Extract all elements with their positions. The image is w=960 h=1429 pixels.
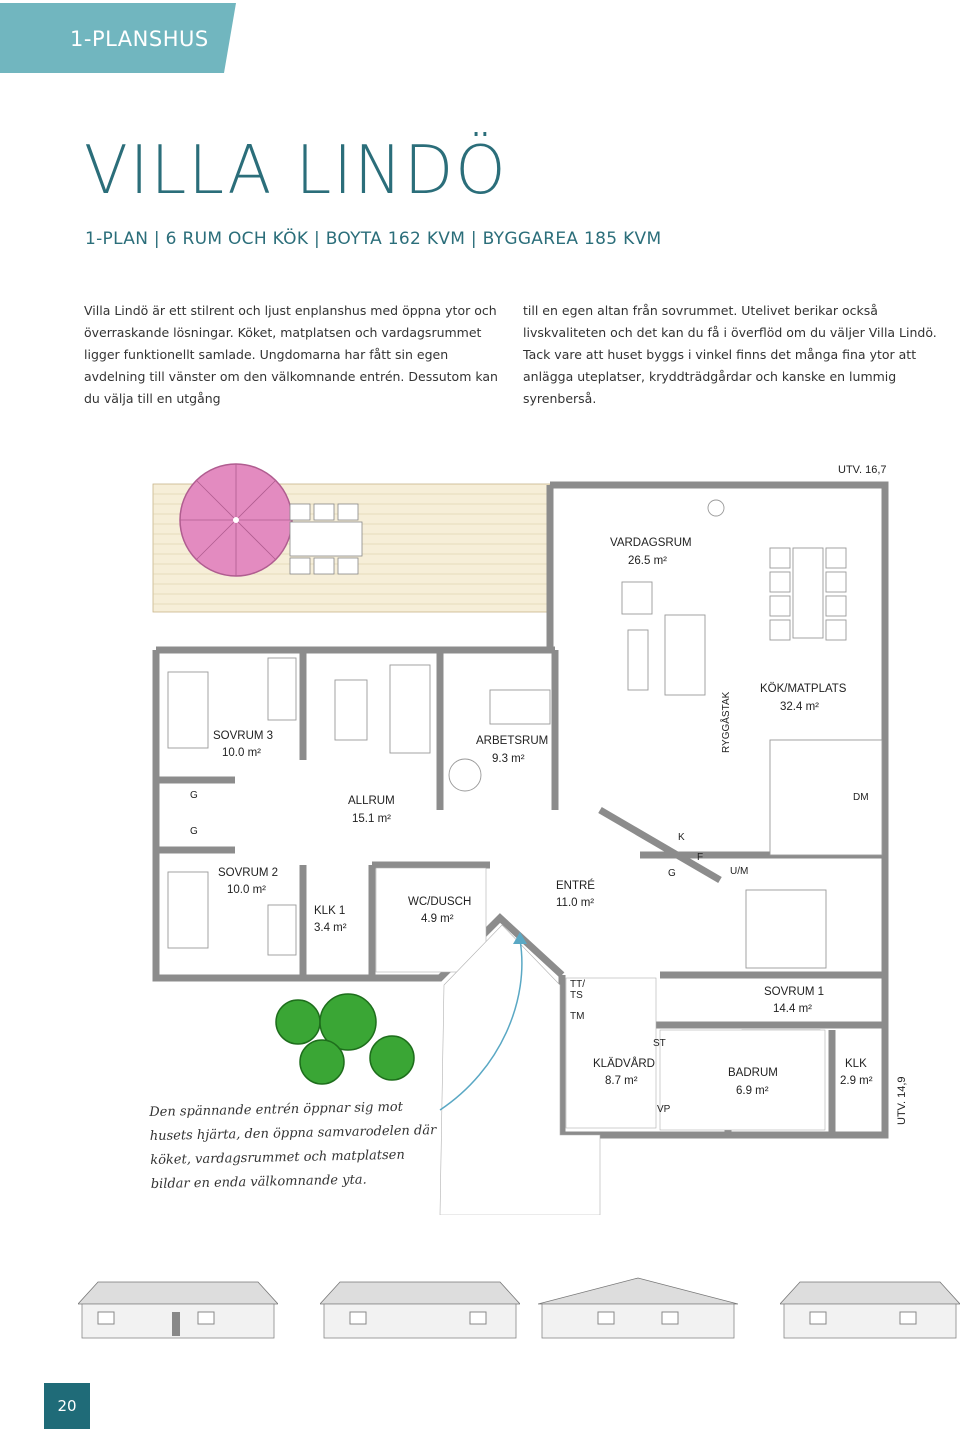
room-wcdusch-name: WC/DUSCH bbox=[408, 896, 472, 908]
room-kok-area: 32.4 m² bbox=[780, 701, 819, 713]
trees bbox=[276, 994, 414, 1084]
room-badrum-area: 6.9 m² bbox=[736, 1085, 769, 1097]
room-klk-name: KLK bbox=[845, 1058, 867, 1070]
room-klk-area: 2.9 m² bbox=[840, 1075, 873, 1087]
elevation-2 bbox=[320, 1272, 520, 1344]
page-subtitle: 1-PLAN | 6 RUM OCH KÖK | BOYTA 162 KVM | BYGGAREA 185 KVM bbox=[85, 229, 662, 249]
symbol-k: K bbox=[678, 832, 685, 843]
section-tab bbox=[0, 3, 236, 73]
room-wcdusch-area: 4.9 m² bbox=[421, 913, 454, 925]
patio-table bbox=[290, 504, 362, 574]
room-sovrum2-area: 10.0 m² bbox=[227, 884, 266, 896]
room-kladvard-area: 8.7 m² bbox=[605, 1075, 638, 1087]
room-sovrum3-name: SOVRUM 3 bbox=[213, 730, 274, 742]
elevation-1 bbox=[78, 1272, 278, 1344]
elevation-4 bbox=[780, 1272, 960, 1344]
symbol-tm: TM bbox=[570, 1011, 585, 1022]
room-klk1-name: KLK 1 bbox=[314, 905, 346, 917]
symbol-vp: VP bbox=[657, 1104, 671, 1115]
symbol-g-2: G bbox=[190, 826, 198, 837]
utv-side-label: UTV. 14,9 bbox=[896, 1076, 908, 1125]
symbol-tt-ts-2: TS bbox=[570, 990, 583, 1001]
symbol-st: ST bbox=[653, 1038, 666, 1049]
room-vardagsrum-area: 26.5 m² bbox=[628, 555, 667, 567]
page-number-box bbox=[44, 1383, 90, 1429]
symbol-dm: DM bbox=[853, 792, 869, 803]
section-tab-label: 1-PLANSHUS bbox=[70, 27, 209, 51]
symbol-ryggastak: RYGGÅSTAK bbox=[721, 691, 732, 753]
room-sovrum3-area: 10.0 m² bbox=[222, 747, 261, 759]
symbol-f: F bbox=[697, 852, 704, 863]
plan-caption: Den spännande entrén öppnar sig mot husets hjärta, den öppna samvarodelen där köket, vardagsrummet och matplatsen bildar en enda välkomnande yta. bbox=[149, 1099, 437, 1193]
umbrella bbox=[180, 464, 292, 576]
symbol-tt-ts-1: TT/ bbox=[570, 979, 585, 990]
page-number: 20 bbox=[57, 1397, 77, 1415]
room-entre-name: ENTRÉ bbox=[556, 880, 595, 892]
utv-top-label: UTV. 16,7 bbox=[838, 464, 887, 476]
symbol-g-3: G bbox=[668, 868, 676, 879]
symbol-g-1: G bbox=[190, 790, 198, 801]
page-title: VILLA LINDÖ bbox=[84, 132, 508, 210]
room-arbetsrum-area: 9.3 m² bbox=[492, 753, 525, 765]
room-vardagsrum-name: VARDAGSRUM bbox=[610, 537, 692, 549]
symbol-um: U/M bbox=[730, 866, 749, 877]
intro-text-right: till en egen altan från sovrummet. Utelivet berikar också livskvaliteten och det kan du få i överflöd om du väljer Villa Lindö. Tack vare att huset byggs i vinkel finns det många fina ytor att anlägga uteplatser, kryddträdgårdar och kanske en lummig syrenberså. bbox=[523, 303, 937, 406]
room-klk1-area: 3.4 m² bbox=[314, 922, 347, 934]
room-allrum-name: ALLRUM bbox=[348, 795, 395, 807]
room-badrum-name: BADRUM bbox=[728, 1067, 778, 1079]
intro-text-left: Villa Lindö är ett stilrent och ljust enplanshus med öppna ytor och överraskande lösningar. Köket, matplatsen och vardagsrummet ligger funktionellt samlade. Ungdomarna har fått sin egen avdelning till vänster om den välkomnande entrén. Dessutom kan du välja till en utgång bbox=[84, 303, 498, 406]
room-arbetsrum-name: ARBETSRUM bbox=[476, 735, 549, 747]
room-kladvard-name: KLÄDVÅRD bbox=[593, 1058, 655, 1070]
elevation-3 bbox=[538, 1272, 738, 1344]
room-allrum-area: 15.1 m² bbox=[352, 813, 391, 825]
room-kok-name: KÖK/MATPLATS bbox=[760, 683, 847, 695]
room-sovrum1-name: SOVRUM 1 bbox=[764, 986, 825, 998]
room-sovrum2-name: SOVRUM 2 bbox=[218, 867, 279, 879]
room-entre-area: 11.0 m² bbox=[556, 897, 595, 909]
room-sovrum1-area: 14.4 m² bbox=[773, 1003, 812, 1015]
